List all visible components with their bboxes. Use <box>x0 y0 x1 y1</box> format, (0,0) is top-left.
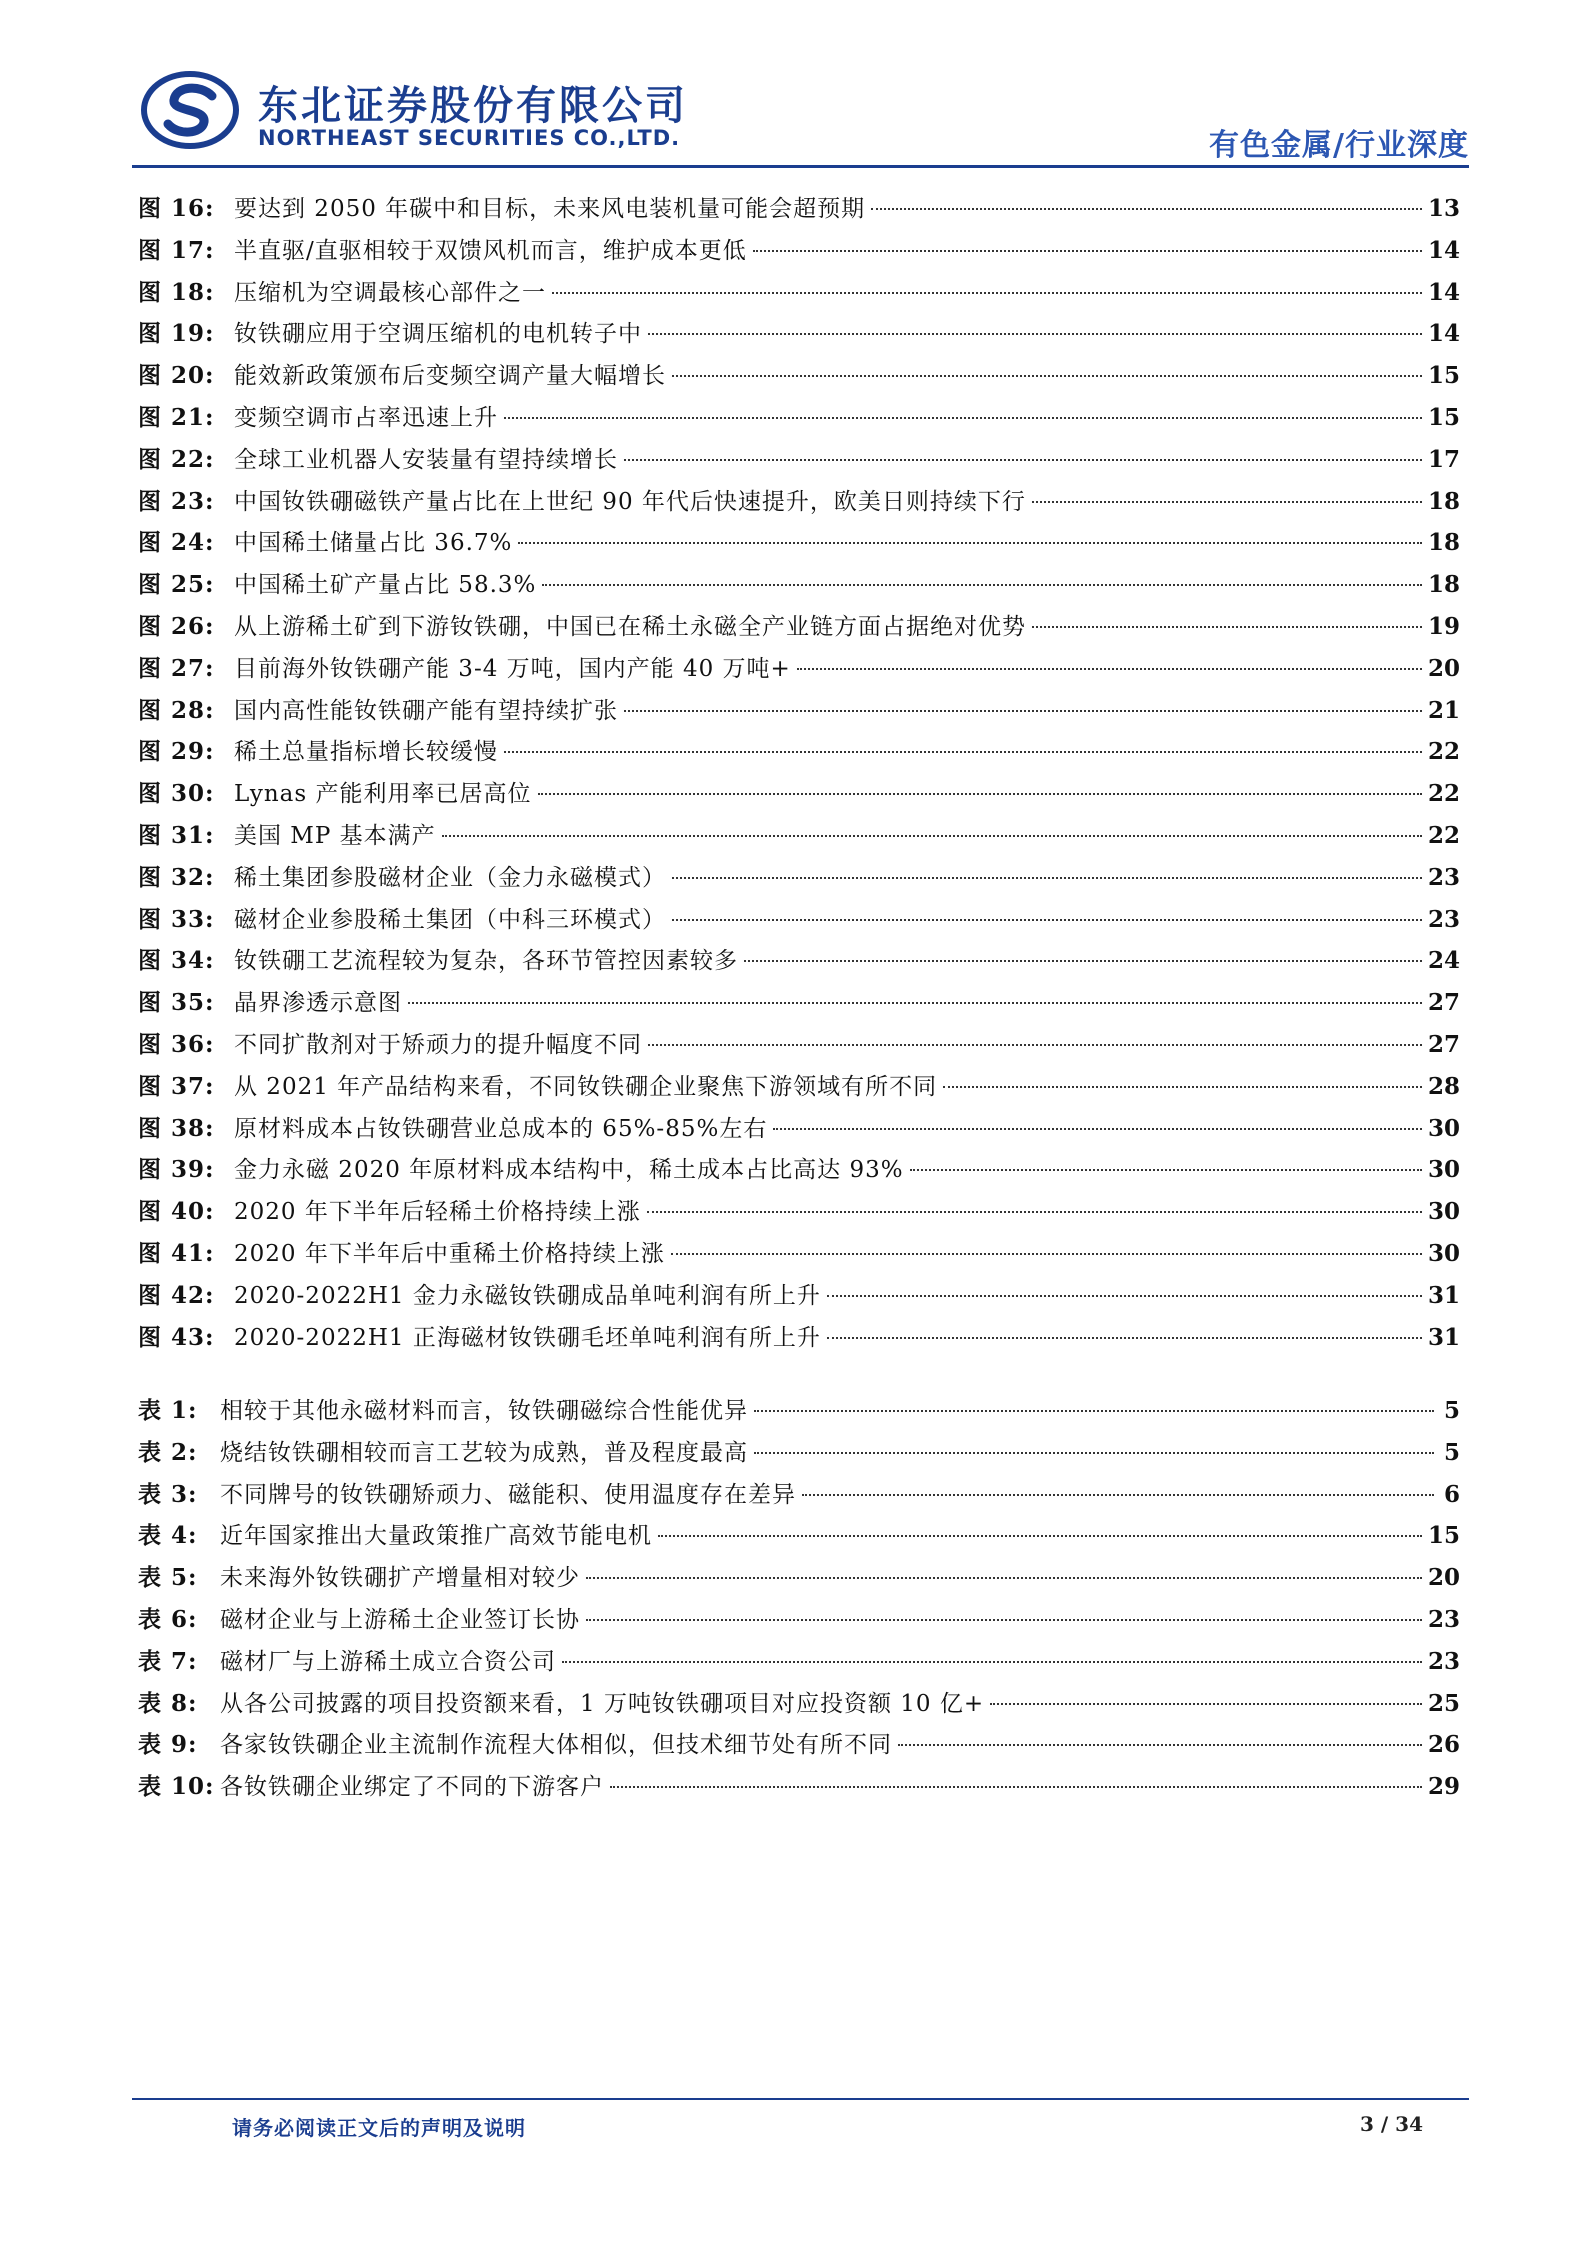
figure-entry-title: 稀土总量指标增长较缓慢 <box>234 739 498 766</box>
dot-leader <box>586 1577 1422 1579</box>
figure-entry-page: 18 <box>1427 529 1460 557</box>
figure-entry[interactable] <box>138 274 1460 316</box>
table-entry-page: 5 <box>1443 1438 1460 1466</box>
table-entry-page: 26 <box>1427 1731 1460 1759</box>
table-entry-title: 磁材厂与上游稀土成立合资公司 <box>220 1648 556 1675</box>
table-entry-label: 表 2: <box>138 1438 198 1466</box>
figure-entry-page: 30 <box>1427 1198 1460 1226</box>
figure-entry[interactable] <box>138 650 1460 692</box>
figure-entry-label: 图 21: <box>138 403 215 431</box>
dot-leader <box>1032 626 1422 628</box>
figure-entry-title: 钕铁硼工艺流程较为复杂，各环节管控因素较多 <box>234 948 738 975</box>
figure-entry[interactable] <box>138 524 1460 566</box>
dot-leader <box>1032 501 1422 503</box>
report-category: 有色金属/行业深度 <box>1209 128 1469 163</box>
figure-entry-label: 图 36: <box>138 1030 215 1058</box>
table-entry-page: 20 <box>1427 1564 1460 1592</box>
table-entry-title: 相较于其他永磁材料而言，钕铁硼磁综合性能优异 <box>220 1398 748 1424</box>
dot-leader <box>647 1211 1422 1213</box>
table-entry-page: 6 <box>1443 1480 1460 1508</box>
figure-entry[interactable] <box>138 1277 1460 1319</box>
table-entry[interactable] <box>138 1392 1460 1434</box>
dot-leader <box>943 1086 1422 1088</box>
figure-entry-title: 中国稀土矿产量占比 58.3% <box>234 572 537 599</box>
figure-entry-title: 磁材企业参股稀土集团（中科三环模式） <box>234 906 666 933</box>
dot-leader <box>648 333 1422 335</box>
figure-entry[interactable] <box>138 692 1460 734</box>
figure-entry-page: 30 <box>1427 1156 1460 1184</box>
table-entry-page: 15 <box>1427 1522 1460 1550</box>
figure-entry[interactable] <box>138 441 1460 483</box>
dot-leader <box>672 919 1422 921</box>
figure-entry-title: 国内高性能钕铁硼产能有望持续扩张 <box>234 697 618 724</box>
figure-entry-label: 图 37: <box>138 1072 215 1100</box>
dot-leader <box>754 1452 1434 1454</box>
table-entry-page: 23 <box>1427 1647 1460 1675</box>
figure-entry[interactable] <box>138 775 1460 817</box>
figure-entry-page: 15 <box>1427 403 1460 431</box>
figure-entry-title: 半直驱/直驱相较于双馈风机而言，维护成本更低 <box>234 237 747 264</box>
dot-leader <box>773 1128 1422 1130</box>
figure-entry-label: 图 31: <box>138 821 215 849</box>
figure-entry-label: 图 41: <box>138 1239 215 1267</box>
figure-entry-label: 图 16: <box>138 195 215 222</box>
figure-entry[interactable] <box>138 817 1460 859</box>
dot-leader <box>504 417 1422 419</box>
figure-entry-label: 图 18: <box>138 278 215 306</box>
figure-entry-page: 27 <box>1427 989 1460 1017</box>
table-entry-label: 表 3: <box>138 1480 198 1508</box>
table-entry[interactable] <box>138 1726 1460 1768</box>
figure-entry-title: 目前海外钕铁硼产能 3-4 万吨，国内产能 40 万吨+ <box>234 655 791 682</box>
figure-entry-page: 30 <box>1427 1114 1460 1142</box>
figure-entry-page: 13 <box>1427 195 1460 222</box>
dot-leader <box>797 668 1422 670</box>
figure-entry[interactable] <box>138 357 1460 399</box>
table-entry-label: 表 10: <box>138 1773 215 1801</box>
figure-entry-title: 不同扩散剂对于矫顽力的提升幅度不同 <box>234 1031 642 1058</box>
dot-leader <box>827 1295 1422 1297</box>
dot-leader <box>504 751 1422 753</box>
dot-leader <box>744 960 1422 962</box>
figure-entry[interactable] <box>138 1235 1460 1277</box>
figure-entry-title: 晶界渗透示意图 <box>234 990 402 1017</box>
disclaimer-notice: 请务必阅读正文后的声明及说明 <box>232 2116 526 2140</box>
figure-entry[interactable] <box>138 483 1460 525</box>
table-entry-label: 表 9: <box>138 1731 198 1759</box>
figure-entry[interactable] <box>138 399 1460 441</box>
figure-entry[interactable] <box>138 942 1460 984</box>
dot-leader <box>827 1337 1422 1339</box>
figure-entry-page: 31 <box>1427 1323 1460 1351</box>
dot-leader <box>538 793 1422 795</box>
figure-entry-title: 中国稀土储量占比 36.7% <box>234 530 513 557</box>
figure-entry-page: 30 <box>1427 1239 1460 1267</box>
dot-leader <box>518 542 1422 544</box>
figure-entry-page: 22 <box>1427 821 1460 849</box>
table-entry[interactable] <box>138 1685 1460 1727</box>
dot-leader <box>990 1703 1422 1705</box>
figure-entry-title: 中国钕铁硼磁铁产量占比在上世纪 90 年代后快速提升，欧美日则持续下行 <box>234 488 1026 515</box>
figure-entry-title: 美国 MP 基本满产 <box>234 822 436 849</box>
figure-entry-label: 图 22: <box>138 445 215 473</box>
figure-entry-title: 要达到 2050 年碳中和目标，未来风电装机量可能会超预期 <box>234 196 866 222</box>
figure-entry-title: 从 2021 年产品结构来看，不同钕铁硼企业聚焦下游领域有所不同 <box>234 1073 938 1100</box>
table-entry-label: 表 8: <box>138 1689 198 1717</box>
table-entry[interactable] <box>138 1601 1460 1643</box>
figure-entry-label: 图 40: <box>138 1198 215 1226</box>
table-entry-title: 烧结钕铁硼相较而言工艺较为成熟，普及程度最高 <box>220 1439 748 1466</box>
figure-entry-title: 金力永磁 2020 年原材料成本结构中，稀土成本占比高达 93% <box>234 1157 904 1184</box>
brand-name-cn: 东北证券股份有限公司 <box>258 83 688 129</box>
dot-leader <box>802 1494 1434 1496</box>
figure-entry-label: 图 27: <box>138 654 215 682</box>
table-entry-title: 各钕铁硼企业绑定了不同的下游客户 <box>220 1774 604 1801</box>
footer-divider <box>132 2098 1469 2100</box>
figure-entry-page: 21 <box>1427 696 1460 724</box>
figure-entry-label: 图 43: <box>138 1323 215 1351</box>
figure-entry-label: 图 25: <box>138 571 215 599</box>
table-entry-title: 近年国家推出大量政策推广高效节能电机 <box>220 1523 652 1550</box>
figure-entry[interactable] <box>138 1319 1460 1361</box>
figure-entry-title: 压缩机为空调最核心部件之一 <box>234 279 546 306</box>
figure-entry-page: 23 <box>1427 905 1460 933</box>
figure-entry[interactable] <box>138 315 1460 357</box>
figure-entry-label: 图 20: <box>138 362 215 390</box>
figure-entry-page: 31 <box>1427 1281 1460 1309</box>
figure-entry-title: 2020-2022H1 金力永磁钕铁硼成品单吨利润有所上升 <box>234 1282 821 1309</box>
dot-leader <box>624 459 1422 461</box>
figure-entry-title: 全球工业机器人安装量有望持续增长 <box>234 446 618 473</box>
dot-leader <box>910 1169 1422 1171</box>
figure-entry[interactable] <box>138 1068 1460 1110</box>
table-entry-label: 表 5: <box>138 1564 198 1592</box>
page-indicator: 3 / 34 <box>1360 2112 1423 2136</box>
figure-entry[interactable] <box>138 1110 1460 1152</box>
table-entry-page: 29 <box>1427 1773 1460 1801</box>
figure-entry-label: 图 26: <box>138 612 215 640</box>
table-entry[interactable] <box>138 1434 1460 1476</box>
figure-entry-title: 能效新政策颁布后变频空调产量大幅增长 <box>234 363 666 390</box>
figure-entry[interactable] <box>138 608 1460 650</box>
table-list <box>138 1392 1460 1810</box>
figure-entry[interactable] <box>138 733 1460 775</box>
figure-entry-page: 27 <box>1427 1030 1460 1058</box>
table-entry[interactable] <box>138 1643 1460 1685</box>
figure-entry-label: 图 23: <box>138 487 215 515</box>
figure-entry-title: 从上游稀土矿到下游钕铁硼，中国已在稀土永磁全产业链方面占据绝对优势 <box>234 613 1026 640</box>
figure-entry-label: 图 17: <box>138 236 215 264</box>
figure-entry-page: 17 <box>1427 445 1460 473</box>
figure-entry[interactable] <box>138 566 1460 608</box>
figure-entry-label: 图 32: <box>138 863 215 891</box>
dot-leader <box>671 1253 1422 1255</box>
figure-entry-label: 图 38: <box>138 1114 215 1142</box>
dot-leader <box>871 208 1422 210</box>
table-entry-page: 5 <box>1443 1397 1460 1424</box>
figure-entry-page: 18 <box>1427 487 1460 515</box>
dot-leader <box>672 877 1422 879</box>
figure-entry-label: 图 39: <box>138 1156 215 1184</box>
figure-entry[interactable] <box>138 190 1460 232</box>
dot-leader <box>624 710 1422 712</box>
figure-entry-title: Lynas 产能利用率已居高位 <box>234 781 532 808</box>
figure-entry[interactable] <box>138 1026 1460 1068</box>
dot-leader <box>658 1535 1422 1537</box>
figure-entry-page: 18 <box>1427 571 1460 599</box>
dot-leader <box>542 584 1422 586</box>
figure-entry-page: 14 <box>1427 320 1460 348</box>
figure-entry-label: 图 24: <box>138 529 215 557</box>
figure-entry-title: 2020 年下半年后轻稀土价格持续上涨 <box>234 1199 641 1226</box>
figure-entry-title: 变频空调市占率迅速上升 <box>234 404 498 431</box>
table-entry[interactable] <box>138 1476 1460 1518</box>
figure-entry-title: 稀土集团参股磁材企业（金力永磁模式） <box>234 864 666 891</box>
figure-entry-title: 钕铁硼应用于空调压缩机的电机转子中 <box>234 321 642 348</box>
dot-leader <box>672 375 1422 377</box>
table-entry-page: 23 <box>1427 1605 1460 1633</box>
figure-entry-label: 图 34: <box>138 947 215 975</box>
header-divider <box>132 165 1469 168</box>
figure-entry-title: 2020 年下半年后中重稀土价格持续上涨 <box>234 1240 665 1267</box>
table-entry-label: 表 6: <box>138 1605 198 1633</box>
table-entry-title: 不同牌号的钕铁硼矫顽力、磁能积、使用温度存在差异 <box>220 1481 796 1508</box>
table-entry-label: 表 4: <box>138 1522 198 1550</box>
figure-entry-page: 19 <box>1427 612 1460 640</box>
dot-leader <box>562 1661 1422 1663</box>
figure-entry[interactable] <box>138 901 1460 943</box>
dot-leader <box>552 292 1422 294</box>
dot-leader <box>898 1744 1422 1746</box>
figure-entry-label: 图 35: <box>138 989 215 1017</box>
figure-entry-page: 24 <box>1427 947 1460 975</box>
dot-leader <box>754 1410 1434 1412</box>
dot-leader <box>586 1619 1422 1621</box>
dot-leader <box>442 835 1422 837</box>
figure-entry[interactable] <box>138 232 1460 274</box>
figure-entry-page: 22 <box>1427 780 1460 808</box>
figure-entry-page: 14 <box>1427 236 1460 264</box>
brand-name-en: NORTHEAST SECURITIES CO.,LTD. <box>258 126 681 150</box>
northeast-securities-logo-icon <box>140 70 240 150</box>
table-entry-label: 表 1: <box>138 1397 198 1424</box>
figure-entry-page: 23 <box>1427 863 1460 891</box>
figure-entry-title: 原材料成本占钕铁硼营业总成本的 65%-85%左右 <box>234 1115 768 1142</box>
figure-entry-page: 20 <box>1427 654 1460 682</box>
figure-entry-label: 图 29: <box>138 738 215 766</box>
dot-leader <box>753 250 1422 252</box>
table-entry-page: 25 <box>1427 1689 1460 1717</box>
figure-list <box>138 190 1460 1360</box>
table-entry-title: 从各公司披露的项目投资额来看，1 万吨钕铁硼项目对应投资额 10 亿+ <box>220 1690 985 1717</box>
dot-leader <box>648 1044 1422 1046</box>
figure-entry-page: 15 <box>1427 362 1460 390</box>
dot-leader <box>610 1786 1422 1788</box>
table-entry[interactable] <box>138 1517 1460 1559</box>
figure-entry[interactable] <box>138 1193 1460 1235</box>
table-entry-title: 各家钕铁硼企业主流制作流程大体相似，但技术细节处有所不同 <box>220 1732 892 1759</box>
table-entry-title: 未来海外钕铁硼扩产增量相对较少 <box>220 1565 580 1592</box>
figure-entry-page: 28 <box>1427 1072 1460 1100</box>
figure-entry[interactable] <box>138 859 1460 901</box>
dot-leader <box>408 1002 1422 1004</box>
figure-entry-label: 图 42: <box>138 1281 215 1309</box>
figure-entry-label: 图 30: <box>138 780 215 808</box>
figure-entry-page: 14 <box>1427 278 1460 306</box>
table-entry-label: 表 7: <box>138 1647 198 1675</box>
table-entry[interactable] <box>138 1559 1460 1601</box>
figure-entry-title: 2020-2022H1 正海磁材钕铁硼毛坯单吨利润有所上升 <box>234 1324 821 1351</box>
figure-entry-label: 图 19: <box>138 320 215 348</box>
table-entry[interactable] <box>138 1768 1460 1810</box>
figure-entry[interactable] <box>138 984 1460 1026</box>
page-header <box>0 0 1587 170</box>
figure-entry-label: 图 28: <box>138 696 215 724</box>
figure-entry-page: 22 <box>1427 738 1460 766</box>
figure-entry[interactable] <box>138 1151 1460 1193</box>
table-entry-title: 磁材企业与上游稀土企业签订长协 <box>220 1606 580 1633</box>
figure-entry-label: 图 33: <box>138 905 215 933</box>
